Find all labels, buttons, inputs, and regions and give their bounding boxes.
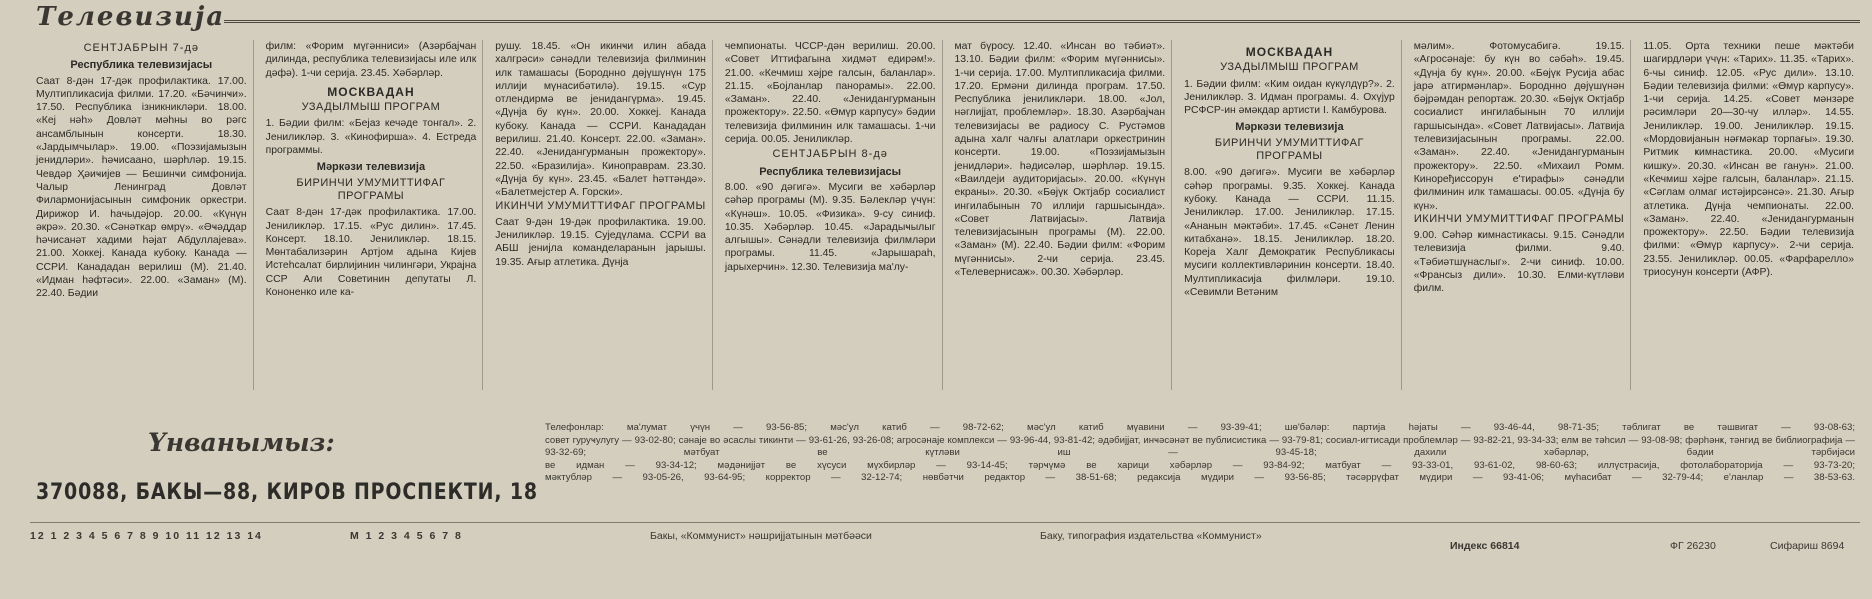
phone-line: совет гуруҹулугу — 93-02-80; сәнаје во әсаслы тикинти — 93-61-26, 93-26-08; агросәнаје комплекси — 93-96-44, 93-81-42; әдәбијјат, инҹәсәнәт ве публисистика — 93-79-81; сосиал-игтисади проблемләр — 93-82-21, 93-34-33; елм ве тәһсил — 93-08-98; фәрһәнҝ, тәнгид ве библиографија — 93-32-69; мәтбуат ве күтләви иш — 93-45-18; дахили хәбәрләр, бәдии тәрбијәси (545, 434, 1855, 458)
program-subheading: УЗАДЫЛМЫШ ПРОГРАМ (1220, 61, 1359, 74)
schedule-paragraph: Саат 9-дән 19-дәк профилактика. 19.00. Јениликләр. 19.15. Суједүлама. ССРИ ва АБШ јенијла команделаранын јарышы. 19.35. Ағыр атлетика. Дүнја (495, 216, 706, 268)
schedule-paragraph: 1. Бәдии филм: «Бејаз кечәде тонгал». 2. Јениликләр. 3. «Кинофирша». 4. Естреда программы. (265, 118, 477, 157)
schedule-paragraph: 1. Бәдии филм: «Ким оидан күкүлдүр?». 2. Јениликләр. 3. Идман програмы. 4. Охүјур РСФСР-ин әмәкдар артисти І. Камбурова. (1184, 78, 1395, 117)
page-numbers-mid: М 1 2 3 4 5 6 7 8 (350, 530, 463, 542)
program-subheading: БИРИНЧИ УМУМИТТИФАГ ПРОГРАМЫ (1214, 136, 1364, 163)
publisher-ru: Баку, типография издательства «Коммунист» (1040, 530, 1262, 542)
channel-heading: МОСКВАДАН (327, 84, 415, 99)
schedule-paragraph: рушу. 18.45. «Он икинҹи илин абада халгрәси» сәнәдли телевизија филминин илк тамашасы (Бороднно дөјүшүнүн 175 иллији мүнасибәтилә). 19.15. «Сур отлендирмә ве јенидангүрма». 19.45. «Дүнја бу күн». 20.00. Хоккеј. Канада кубоку. Канада — ССРИ. Канададан верилиш. 21.40. Консерт. 22.00. «Заман». 22.40. «Јенидангурманын прожектору». 22.50. «Бразилија». Киноправрам. 23.30. «Дүнја бу күн». 23.45. «Балет һәттәндә». «Балетмејстер А. Горски». (495, 41, 706, 199)
phone-directory (545, 422, 1855, 485)
schedule-paragraph: 11.05. Орта техники пеше мәктәби шагирдләри үчүн: «Тарих». 11.35. «Тарих». 6-чы синиф. 12.05. «Рус дили». 13.10. Бәдии телевизија филми: «Өмүр карпусу». 1-чи серија. 14.25. «Совет мәнзәре рәсимләри 20—30-чу илләр». 14.55. Јениликләр. 19.00. Јениликләр. 19.15. «Мордовијанын нәғмәкар торпағы». 19.30. Ритмик ҝимнастика. 20.00. «Мусиги кишку». 20.30. «Инсан ве ганун». 21.00. «Кечмиш хәјре галсын, баланлар». 21.15. «Сәглам олмаг истәјирсәнсә». 21.30. Ағыр атлетика. Дүнја чемпионаты. 22.00. «Заман». 22.40. «Јенидангурманын прожектору». 22.50. Бәдии телевизија филми: «Өмүр карпусу». 2-чи серија. 23.55. Јениликләр. 00.05. «Фарфарелло» триосунун консерти (АФР). (1643, 41, 1854, 279)
text-column (30, 40, 254, 390)
phone-line: ве идман — 93-34-12; мәдәнијјәт ве хүсуси мүхбирләр — 93-14-45; тәрҹүмә ве харици хәбәрләр — 93-84-92; матбуат — 93-33-01, 93-61-02, 98-60-63; иллүстрасија, фотолабораторија — 93-73-20; (545, 459, 1855, 471)
text-column (489, 40, 713, 390)
address-line: 370088, БАКЫ—88, КИРОВ ПРОСПЕКТИ, 18 (36, 480, 538, 505)
station-heading: Мәркәзи телевизија (316, 161, 426, 174)
schedule-paragraph: 8.00. «90 дәгигә». Мусиги ве хәбәрләр сәһәр програмы. 9.35. Хоккеј. Канада кубоку. Канада — ССРИ. 11.15. Јениликләр. 17.00. Јениликләр. 17.15. «Ананын мәктәби». 17.45. «Сәнет Ленин китабханә». 18.15. Јениликләр. 18.20. Кореја Халг Демократик Республикасы мусиги коллективләринин консерти. 18.40. Мултипликасија филмләри. 19.10. «Севимли Ветәним (1184, 167, 1395, 299)
fg-number: ФГ 26230 (1670, 540, 1716, 552)
program-subheading: УЗАДЫЛМЫШ ПРОГРАМ (301, 101, 441, 114)
text-column (1178, 40, 1402, 390)
page-numbers-left: 12 1 2 3 4 5 6 7 8 9 10 11 12 13 14 (30, 530, 263, 542)
channel-heading: МОСКВАДАН (1245, 45, 1334, 59)
text-column (1408, 40, 1632, 390)
phone-line: мәктубләр — 93-05-26, 93-64-95; корректор — 32-12-74; нөвбәтчи редактор — 38-51-68; редаксија мүдири — 93-56-85; тәсәррүфат мүдири — 93-41-06; мүһасибат — 32-79-44; е'ланлар — 38-53-63. (545, 472, 1855, 483)
schedule-paragraph: 9.00. Сәһәр ҝимнастикасы. 9.15. Сәнәдли телевизија филми. 9.40. «Тәбиәтшүнаслыг». 2-чи синиф. 10.00. «Франсыз дили». 10.30. Елми-күтләви филм. (1413, 230, 1625, 295)
station-heading: Мәркәзи телевизија (1235, 121, 1344, 134)
phone-line: Телефонлар: ма'лумат үчүн — 93-56-85; мәс'ул катиб — 98-72-62; мәс'ул катиб мүавини — 93-39-41; шө'бәләр: партија һәјаты — 93-46-44, 98-71-35; тәблигат ве тәшвигат — 93-08-63; (545, 422, 1855, 433)
schedule-paragraph: Саат 8-дән 17-дәк профилактика. 17.00. Мултипликасија филми. 17.20. «Бәчинҹи». 17.50. Республика ізникникләри. 18.00. «Кеј нәһ» Довләт мәһны во рәгс ансамблынын консерти. 18.30. «Јардымчылар». 19.00. «Поэзијамызын јенидләри». һәҹисаано, шәрһләр. 19.15. Чевдәр Ҳәиҹијев — Бешинҹи симфонија. Чалыр Ленинград Довләт Филармонијасынын симфоник оркестри. Дирижор И. һачыдәјор. 20.00. «Күнүн әкрә». 20.30. «Сәнәткар өмрү». «Әҹәддар һәчисанәт хадими һәјат Абдуллајева». 21.00. Хоккеј. Канада кубоку. Канада — ССРИ. Канададан верилиш (М). 21.40. «Идман һәфтәси». 22.00. «Заман» (М). 22.40. Бәдии (36, 75, 247, 300)
schedule-paragraph: чемпионаты. ЧССР-дән верилиш. 20.00. «Совет Иттифагына хидмәт едирәм!». 21.00. «Кечмиш хәјре галсын, баланлар». 21.15. «Бојланлар панорамы». 22.00. «Заман». 22.40. «Јенидангурманын прожектору». 22.50. «Өмүр карпусу» бәдии телевизија филминин илк тамашасы. 1-чи серија. 00.05. Јениликләр. (724, 41, 936, 146)
schedule-columns (30, 40, 1860, 390)
text-column (260, 40, 484, 390)
program-subheading: ИКИНЧИ УМУМИТТИФАГ ПРОГРАМЫ (1413, 212, 1625, 225)
station-heading: Республика телевизијасы (70, 59, 213, 72)
station-heading: Республика телевизијасы (759, 165, 902, 178)
order-number: Сифариш 8694 (1770, 540, 1845, 552)
text-column (719, 40, 943, 390)
schedule-paragraph: Саат 8-дән 17-дәк профилактика. 17.00. Јениликләр. 17.15. «Рус дилин». 17.45. Консерт. 18.10. Јениликләр. 18.15. Мөнтабализәрин Артјом адына Кијев Истеһсалат бирлијинин чилингәри, Украјна ССР Али Советинин депутаты Л. Кононенко иле ка- (265, 207, 477, 299)
schedule-paragraph: мат бүросу. 12.40. «Инсан во тәбиәт». 13.10. Бәдии филм: «Форим мүгәннисы». 1-чи серија. 17.00. Мултипликасија филми. 17.20. Ермәни дилинда програм. 17.50. Республика јениликләри. 18.00. «Јол, нәглијјат, проблемләр». 18.30. Азәрбајҹан телевизијасы ве радиосу С. Рустәмов адына халг чалғы алатлари оркестринин консерти. 19.00. «Поэзијамызын јенидләри». һәдисәләр, шәрһләр. 19.15. «Ваилдеји аудиторијасы». 20.00. «Күнүн екраны». 20.30. «Бөјүк Октјабр сосиалист ингилабынын 70 иллији гаршысында». «Совет Латвијасы». Латвија телевизијасынын програмы (М). 22.00. «Заман» (М). 22.40. Бәдии филм: «Форим мүгәннисы». 2-чи серија. 23.45. «Телевернисаж». 00.30. Хәбәрләр. (954, 41, 1166, 279)
text-column (949, 40, 1173, 390)
schedule-paragraph: мәлим». Фотомусабигә. 19.15. «Агросәнаје: бу күн во сәбәһ». 19.45. «Дүнја бу күн». 20.00. «Бөјүк Русија абас јарә атгирмәнлар». Бороднно дөјүшүнән бәјрәмдан репортаж. 20.30. «Бөјүк Октјабр сосиалист ингилабынын 70 иллији гаршысында». «Совет Латвијасы». Латвија телевизијасынын програмы. 22.00. «Заман». 22.40. «Јенидангурманын прожектору». 22.50. «Михаил Ромм. Киноређиссорун е'тирафы» сәнәдли филминин илк тамашасы. 00.05. «Дүнја бу күн». (1413, 41, 1625, 212)
title-rule (224, 20, 1860, 23)
address-label: Үнванымыз: (148, 428, 335, 457)
program-subheading: БИРИНЧИ УМУМИТТИФАГ ПРОГРАМЫ (296, 176, 446, 202)
address-block (30, 420, 538, 530)
publisher-az: Бакы, «Коммунист» нәшријјатынын мәтбәәси (650, 530, 872, 542)
schedule-paragraph: филм: «Форим мүгәнниси» (Азәрбајҹан дилинда, республика телевизијасы иле илк дәфә). 1-чи серија. 23.45. Хәбәрләр. (265, 41, 477, 79)
program-subheading: ИКИНЧИ УМУМИТТИФАГ ПРОГРАМЫ (495, 199, 706, 212)
date-heading: СЕНТЈАБРЫН 7-дә (83, 42, 200, 54)
section-title: Телевизија (36, 2, 226, 32)
index-number: Индекс 66814 (1450, 540, 1520, 552)
text-column (1637, 40, 1860, 390)
schedule-paragraph: 8.00. «90 дәгигә». Мусиги ве хәбәрләр сәһәр програмы (М). 9.35. Бәлекләр үчүн: «Күнәш». 10.05. «Физика». 9-су синиф. 10.35. Хәбәрләр. 10.45. «Јарадыҹылыг алгышы». Сәнәдли телевизија филмләри програмы. 11.45. «Јарышараһ, јарыхерчин». 12.30. Телевизија ма'лу- (724, 181, 936, 273)
footer-rule (30, 522, 1860, 523)
imprint-footer (30, 530, 1860, 552)
date-heading: СЕНТЈАБРЫН 8-дә (772, 148, 888, 161)
